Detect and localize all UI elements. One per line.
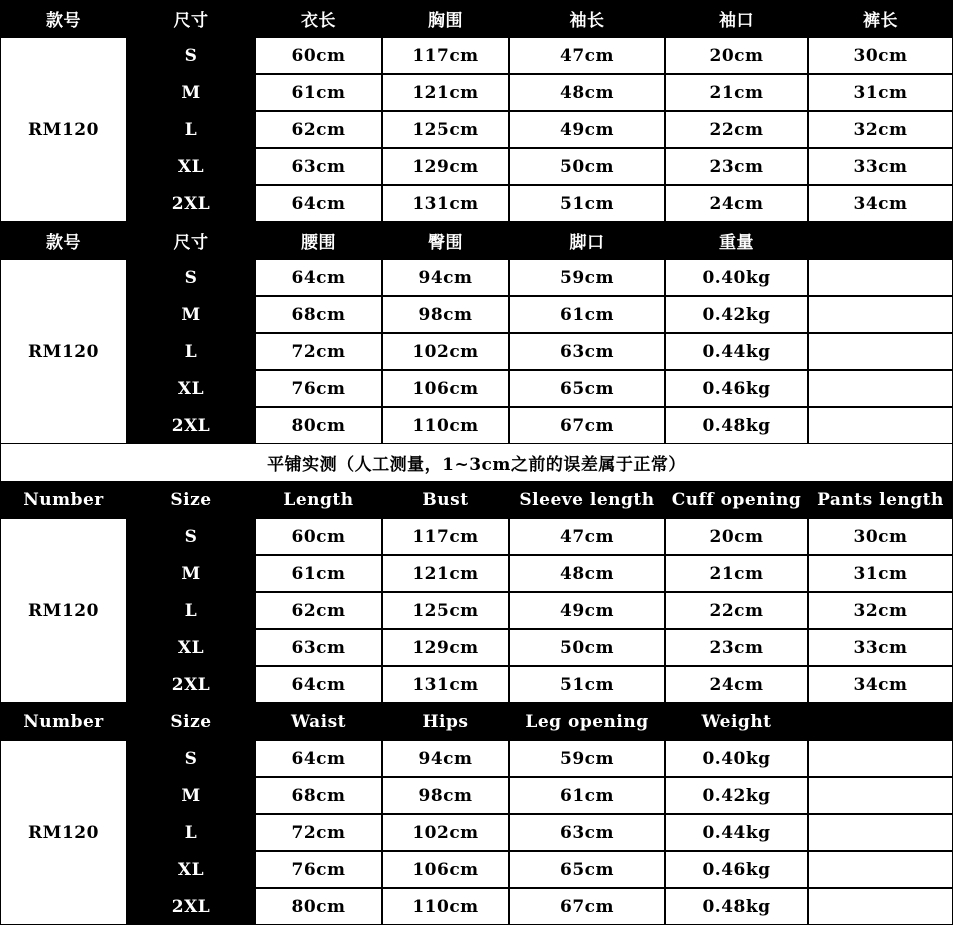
measurement-cell: 0.44kg [665,814,808,851]
measurement-cell: 98cm [382,777,509,814]
measurement-cell: 94cm [382,740,509,777]
measurement-cell [808,814,953,851]
column-header [808,703,953,740]
measurement-cell: 63cm [255,148,382,185]
measurement-cell: 50cm [509,148,665,185]
measurement-cell: 0.40kg [665,740,808,777]
column-header: 胸围 [382,0,509,37]
column-header: 臀围 [382,222,509,259]
measurement-cell: 0.48kg [665,407,808,444]
measurement-cell: 59cm [509,740,665,777]
size-label-cell: M [127,296,255,333]
measurement-cell: 80cm [255,407,382,444]
measurement-cell: 64cm [255,666,382,703]
size-label-cell: M [127,777,255,814]
column-header: Length [255,481,382,518]
measurement-cell: 61cm [255,555,382,592]
size-label-cell: L [127,814,255,851]
measurement-cell: 102cm [382,333,509,370]
size-label-cell: XL [127,629,255,666]
measurement-cell [808,777,953,814]
measurement-cell: 62cm [255,592,382,629]
column-header: Cuff opening [665,481,808,518]
measurement-cell: 64cm [255,259,382,296]
size-label-cell: M [127,555,255,592]
size-label-cell: L [127,333,255,370]
size-label-cell: S [127,37,255,74]
measurement-cell: 47cm [509,518,665,555]
measurement-cell: 106cm [382,370,509,407]
measurement-cell: 117cm [382,37,509,74]
measurement-cell: 131cm [382,185,509,222]
model-number-cell: RM120 [0,37,127,222]
measurement-cell: 110cm [382,888,509,925]
model-number-cell: RM120 [0,740,127,925]
column-header: Hips [382,703,509,740]
measurement-cell [808,333,953,370]
column-header: Leg opening [509,703,665,740]
measurement-cell: 34cm [808,666,953,703]
measurement-cell: 51cm [509,666,665,703]
measurement-cell: 80cm [255,888,382,925]
measurement-cell: 47cm [509,37,665,74]
measurement-cell: 64cm [255,185,382,222]
measurement-cell: 48cm [509,74,665,111]
measurement-cell: 31cm [808,74,953,111]
measurement-cell: 0.42kg [665,777,808,814]
measurement-cell: 31cm [808,555,953,592]
size-label-cell: L [127,111,255,148]
measurement-cell: 60cm [255,37,382,74]
size-label-cell: 2XL [127,888,255,925]
measurement-cell: 65cm [509,851,665,888]
measurement-cell: 30cm [808,37,953,74]
measurement-cell: 33cm [808,629,953,666]
measurement-cell: 76cm [255,851,382,888]
measurement-cell [808,407,953,444]
measurement-cell: 68cm [255,777,382,814]
column-header: 尺寸 [127,222,255,259]
measurement-cell [808,888,953,925]
measurement-cell: 34cm [808,185,953,222]
measurement-cell: 49cm [509,111,665,148]
measurement-cell: 63cm [509,814,665,851]
column-header: Waist [255,703,382,740]
measurement-cell: 21cm [665,74,808,111]
column-header: Pants length [808,481,953,518]
measurement-cell: 67cm [509,888,665,925]
measurement-cell: 23cm [665,629,808,666]
column-header: 袖长 [509,0,665,37]
column-header: 尺寸 [127,0,255,37]
measurement-cell: 20cm [665,518,808,555]
measurement-cell: 62cm [255,111,382,148]
size-label-cell: L [127,592,255,629]
size-label-cell: XL [127,370,255,407]
measurement-cell: 51cm [509,185,665,222]
measurement-cell: 22cm [665,111,808,148]
measurement-cell: 129cm [382,148,509,185]
size-label-cell: S [127,259,255,296]
size-label-cell: 2XL [127,185,255,222]
measurement-cell: 106cm [382,851,509,888]
measurement-cell: 48cm [509,555,665,592]
measurement-cell: 0.48kg [665,888,808,925]
measurement-cell: 76cm [255,370,382,407]
measurement-cell: 61cm [509,296,665,333]
measurement-cell: 61cm [255,74,382,111]
measurement-cell: 129cm [382,629,509,666]
size-label-cell: M [127,74,255,111]
measurement-cell: 0.44kg [665,333,808,370]
measurement-cell: 32cm [808,592,953,629]
column-header: Number [0,703,127,740]
measurement-cell: 64cm [255,740,382,777]
column-header: Bust [382,481,509,518]
measurement-cell: 68cm [255,296,382,333]
size-label-cell: XL [127,148,255,185]
measurement-cell [808,370,953,407]
measurement-cell: 24cm [665,666,808,703]
column-header: 腰围 [255,222,382,259]
measurement-cell: 72cm [255,333,382,370]
column-header: 裤长 [808,0,953,37]
measurement-cell: 0.46kg [665,370,808,407]
measurement-cell: 65cm [509,370,665,407]
measurement-cell [808,259,953,296]
measurement-cell: 22cm [665,592,808,629]
measurement-cell: 32cm [808,111,953,148]
measurement-cell: 0.40kg [665,259,808,296]
measurement-cell: 50cm [509,629,665,666]
measurement-cell: 21cm [665,555,808,592]
measurement-cell: 131cm [382,666,509,703]
measurement-cell: 0.46kg [665,851,808,888]
column-header: Number [0,481,127,518]
measurement-cell: 23cm [665,148,808,185]
measurement-cell: 125cm [382,592,509,629]
measurement-cell: 20cm [665,37,808,74]
measurement-cell: 49cm [509,592,665,629]
column-header: Size [127,481,255,518]
measurement-cell: 24cm [665,185,808,222]
measurement-cell: 98cm [382,296,509,333]
column-header: 款号 [0,0,127,37]
measurement-cell: 110cm [382,407,509,444]
size-label-cell: XL [127,851,255,888]
measurement-cell [808,851,953,888]
measurement-cell: 102cm [382,814,509,851]
column-header: Weight [665,703,808,740]
measurement-cell: 61cm [509,777,665,814]
model-number-cell: RM120 [0,518,127,703]
measurement-cell: 125cm [382,111,509,148]
size-label-cell: S [127,518,255,555]
size-label-cell: S [127,740,255,777]
measurement-cell: 59cm [509,259,665,296]
column-header: 脚口 [509,222,665,259]
column-header: Sleeve length [509,481,665,518]
model-number-cell: RM120 [0,259,127,444]
column-header: 款号 [0,222,127,259]
measurement-cell: 63cm [255,629,382,666]
measurement-cell: 60cm [255,518,382,555]
measurement-cell: 63cm [509,333,665,370]
measurement-note: 平铺实测（人工测量，1~3cm之前的误差属于正常） [0,444,953,481]
column-header: 重量 [665,222,808,259]
measurement-cell: 33cm [808,148,953,185]
measurement-cell [808,740,953,777]
column-header: 袖口 [665,0,808,37]
size-label-cell: 2XL [127,666,255,703]
column-header: Size [127,703,255,740]
measurement-cell: 72cm [255,814,382,851]
measurement-cell: 30cm [808,518,953,555]
measurement-cell: 121cm [382,555,509,592]
measurement-cell: 67cm [509,407,665,444]
size-label-cell: 2XL [127,407,255,444]
measurement-cell: 0.42kg [665,296,808,333]
measurement-cell [808,296,953,333]
column-header [808,222,953,259]
measurement-cell: 121cm [382,74,509,111]
measurement-cell: 94cm [382,259,509,296]
column-header: 衣长 [255,0,382,37]
measurement-cell: 117cm [382,518,509,555]
